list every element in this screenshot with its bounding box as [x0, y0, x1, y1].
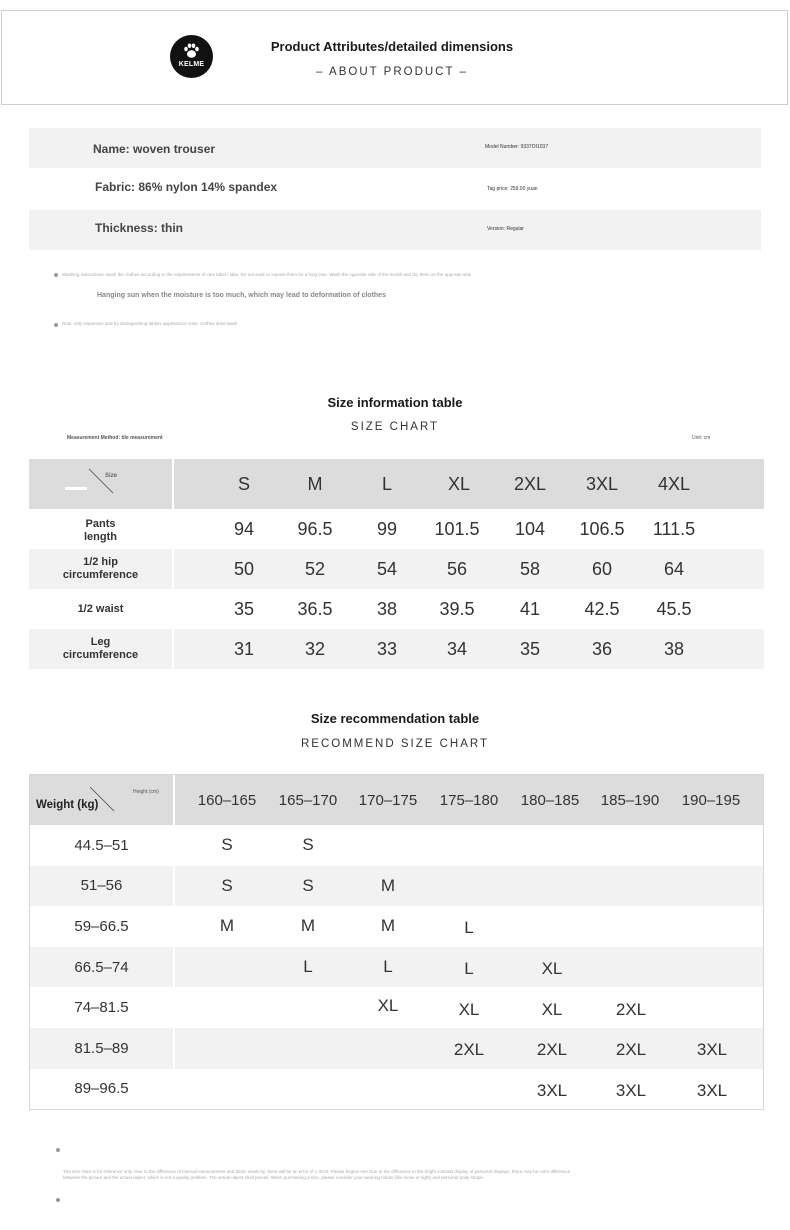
size-value: 39.5	[439, 598, 475, 619]
rec-size: 2XL	[615, 999, 647, 1019]
table-row	[30, 866, 763, 907]
size-value: 50	[233, 558, 255, 579]
table-row	[30, 825, 763, 866]
row-cells	[175, 987, 763, 1028]
size-value: 34	[446, 638, 468, 659]
rec-size: 2XL	[453, 1040, 485, 1060]
care-note: Note: only inspection and try distinguishing tablets appearance color, clothes dried wash	[62, 321, 238, 326]
rec-size: XL	[458, 999, 480, 1019]
unit-note: Unit: cm	[692, 435, 711, 441]
size-value: 106.5	[579, 518, 625, 539]
row-label-leg: Leg circumference	[29, 629, 174, 669]
size-header-row	[29, 459, 764, 509]
size-col-header: 4XL	[657, 473, 691, 494]
size-value: 54	[376, 558, 398, 579]
size-value: 64	[663, 558, 685, 579]
row-label-hip: 1/2 hip circumference	[29, 549, 174, 589]
rec-size: S	[302, 875, 314, 895]
row-cells	[174, 589, 764, 629]
size-value: 94	[233, 518, 255, 539]
rec-size: L	[464, 959, 474, 979]
rec-size: L	[303, 957, 313, 977]
footer-note: between the picture and the actual object, which is not a quality problem. The actual object shall prevail. When purchasing a size, please consider your wearing habits (like loose or tight) and personal body shape.	[63, 1175, 485, 1180]
size-value: 58	[519, 558, 541, 579]
size-value: 56	[446, 558, 468, 579]
size-value: 35	[233, 598, 255, 619]
attribute-list	[29, 128, 761, 250]
attribute-thickness: Thickness: thin	[95, 221, 184, 235]
height-header-cells	[175, 775, 763, 825]
rec-size: S	[221, 835, 233, 855]
product-header	[1, 10, 788, 105]
row-cells	[174, 509, 764, 549]
diagonal-line-icon	[29, 459, 174, 509]
size-col-header: M	[307, 473, 323, 494]
row-cells	[175, 1069, 763, 1110]
attribute-name: Name: woven trouser	[93, 142, 216, 156]
size-value: 32	[304, 638, 326, 659]
row-cells	[174, 629, 764, 669]
rec-size: 3XL	[696, 1080, 728, 1100]
size-col-header: S	[237, 473, 250, 494]
size-rec-title: Size recommendation table	[310, 711, 480, 726]
size-info-title: Size information table	[327, 395, 463, 410]
rec-size: S	[302, 835, 314, 855]
row-cells	[174, 549, 764, 589]
size-col-header: 2XL	[513, 473, 547, 494]
row-cells	[175, 1028, 763, 1069]
weight-range: 89–96.5	[30, 1069, 175, 1110]
size-header-cells	[174, 459, 764, 509]
rec-size: 3XL	[696, 1040, 728, 1060]
height-col-header: 160–165	[197, 791, 257, 809]
rec-size: L	[383, 957, 393, 977]
paw-icon	[183, 43, 200, 59]
rec-corner-cell	[30, 775, 175, 825]
weight-axis-label: Weight (kg)	[36, 799, 99, 811]
attribute-row	[29, 128, 761, 168]
rec-size: 2XL	[615, 1040, 647, 1060]
table-row	[29, 549, 764, 589]
height-col-header: 165–170	[278, 791, 338, 809]
height-col-header: 170–175	[358, 791, 418, 809]
rec-size: S	[221, 875, 233, 895]
bullet-icon	[54, 323, 58, 327]
bullet-icon	[56, 1198, 60, 1202]
bullet-icon	[56, 1148, 60, 1152]
page-title: Product Attributes/detailed dimensions	[270, 39, 514, 54]
size-col-header: XL	[447, 473, 471, 494]
size-value: 99	[376, 518, 398, 539]
weight-range: 81.5–89	[30, 1028, 175, 1069]
size-value: 52	[304, 558, 326, 579]
weight-range: 44.5–51	[30, 825, 175, 866]
height-col-header: 175–180	[439, 791, 499, 809]
size-rec-subtitle: RECOMMEND SIZE CHART	[300, 738, 490, 750]
rec-size: L	[464, 918, 474, 938]
rec-size: M	[219, 916, 235, 936]
table-row	[29, 589, 764, 629]
page-subtitle: – ABOUT PRODUCT –	[316, 66, 468, 78]
rec-size: M	[380, 875, 396, 895]
rec-size: 2XL	[536, 1040, 568, 1060]
height-col-header: 185–190	[600, 791, 660, 809]
measurement-method: Measurement Method: tile measurement	[67, 435, 163, 441]
table-row	[30, 987, 763, 1028]
size-value: 104	[514, 518, 546, 539]
size-value: 45.5	[656, 598, 692, 619]
size-value: 111.5	[652, 518, 696, 539]
rec-size: M	[300, 916, 316, 936]
row-cells	[175, 947, 763, 988]
weight-range: 66.5–74	[30, 947, 175, 988]
attribute-detail: Tag price: 259.00 yuan	[487, 186, 538, 192]
size-corner-cell	[29, 459, 174, 509]
size-value: 36	[591, 638, 613, 659]
table-row	[29, 509, 764, 549]
table-row	[30, 1069, 763, 1110]
size-info-subtitle: SIZE CHART	[350, 421, 440, 433]
size-value: 36.5	[297, 598, 333, 619]
weight-range: 59–66.5	[30, 906, 175, 947]
row-label-pants-length: Pants length	[29, 509, 174, 549]
attribute-row	[29, 168, 761, 210]
rec-size: XL	[377, 995, 399, 1015]
size-value: 60	[591, 558, 613, 579]
size-value: 101.5	[434, 518, 480, 539]
size-value: 38	[376, 598, 398, 619]
table-row	[30, 1028, 763, 1069]
footer-note: The size chart is for reference only. Due to the difference of manual measurement and fabric elasticity, there will be an error of 1-3CM. Please forgive me! Due to the difference to the bright contrast display of personal displays, there may be color difference	[63, 1169, 571, 1174]
size-col-header: 3XL	[585, 473, 619, 494]
weight-range: 51–56	[30, 866, 175, 907]
rec-size: 3XL	[615, 1080, 647, 1100]
attribute-fabric: Fabric: 86% nylon 14% spandex	[95, 180, 278, 194]
attribute-row	[29, 210, 761, 250]
logo-text: KELME	[178, 61, 205, 68]
size-value: 33	[376, 638, 398, 659]
size-value: 96.5	[297, 518, 333, 539]
rec-size: M	[380, 916, 396, 936]
height-col-header: 190–195	[681, 791, 741, 809]
weight-range: 74–81.5	[30, 987, 175, 1028]
corner-bar	[65, 487, 87, 490]
care-note: Washing instructions: wash the clothes according to the requirements of care label / tabs. Do not soak or expose them for a long time. Wash the opposite side of the month and dry them on the opposite side	[62, 272, 472, 277]
corner-size-label: Size	[105, 473, 118, 479]
table-row	[30, 906, 763, 947]
size-chart-table	[29, 459, 764, 669]
row-label-waist: 1/2 waist	[29, 589, 174, 629]
height-axis-label: Height (cm)	[133, 789, 159, 795]
size-recommendation-table	[29, 774, 764, 1110]
size-value: 38	[663, 638, 685, 659]
rec-size: XL	[541, 959, 563, 979]
row-cells	[175, 825, 763, 866]
attribute-detail: Model Number: 9337OI1037	[485, 144, 549, 150]
attribute-detail: Version: Regular	[487, 226, 524, 232]
height-header-row	[30, 775, 763, 825]
care-note-hanging: Hanging sun when the moisture is too much, which may lead to deformation of clothes	[97, 292, 386, 299]
rec-size: XL	[541, 999, 563, 1019]
size-value: 41	[519, 598, 541, 619]
bullet-icon	[54, 273, 58, 277]
size-value: 42.5	[584, 598, 620, 619]
size-value: 31	[233, 638, 255, 659]
size-value: 35	[519, 638, 541, 659]
height-col-header: 180–185	[520, 791, 580, 809]
size-col-header: L	[381, 473, 392, 494]
table-row	[29, 629, 764, 669]
row-cells	[175, 906, 763, 947]
table-row	[30, 947, 763, 988]
rec-size: 3XL	[536, 1080, 568, 1100]
row-cells	[175, 866, 763, 907]
